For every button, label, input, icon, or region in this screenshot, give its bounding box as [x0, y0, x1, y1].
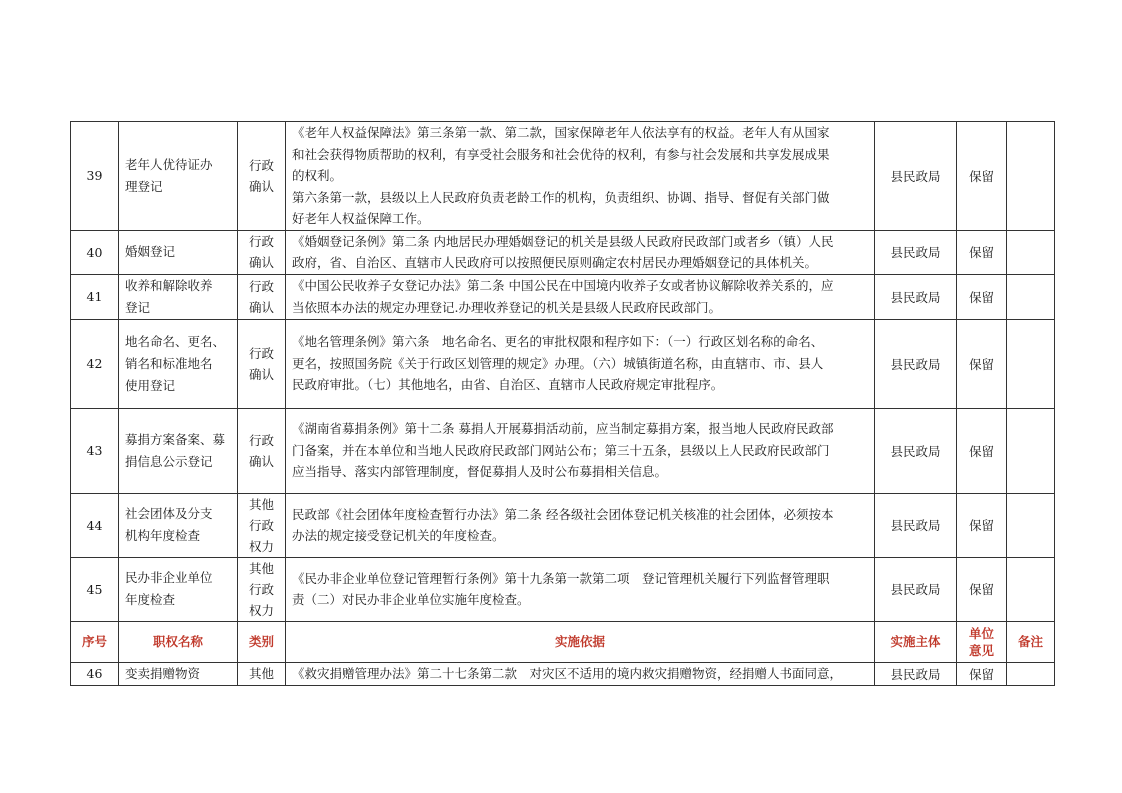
table-row — [71, 230, 1055, 274]
authority-category — [238, 493, 286, 557]
authority-name — [119, 230, 238, 274]
table-row — [71, 493, 1055, 557]
header-subject: 实施主体 — [875, 621, 957, 662]
implementing-subject: 县民政局 — [875, 493, 957, 557]
implementation-basis-line: 民政府审批。（七）其他地名，由省、自治区、直辖市人民政府规定审批程序。 — [292, 377, 724, 393]
remark — [1007, 122, 1055, 231]
remark — [1007, 230, 1055, 274]
authority-category-line: 其他 — [248, 666, 274, 681]
header-basis: 实施依据 — [286, 621, 875, 662]
authority-category-line: 行政 — [248, 432, 274, 448]
implementation-basis-line: 《民办非企业单位登记管理暂行条例》第十九条第一款第二项 登记管理机关履行下列监督管理职 — [292, 570, 830, 586]
authority-category-line: 其他 — [248, 496, 274, 512]
unit-opinion: 保留 — [957, 557, 1007, 621]
row-number: 44 — [71, 493, 119, 557]
implementing-subject: 县民政局 — [875, 408, 957, 493]
authority-name-line: 使用登记 — [125, 377, 176, 393]
authority-category — [238, 274, 286, 319]
implementation-basis-line: 第六条第一款，县级以上人民政府负责老龄工作的机构，负责组织、协调、指导、督促有关部门做 — [292, 189, 830, 205]
implementation-basis — [286, 230, 875, 274]
authority-category — [238, 122, 286, 231]
authority-category-line: 权力 — [248, 538, 274, 554]
table-body-lower — [71, 662, 1055, 685]
implementation-basis-line: 民政部《社会团体年度检查暂行办法》第二条 经各级社会团体登记机关核准的社会团体，必须按本 — [292, 506, 834, 522]
authority-name-line: 婚姻登记 — [125, 244, 176, 259]
authority-name — [119, 122, 238, 231]
authority-name-line: 募捐方案备案、募 — [125, 431, 226, 447]
row-number: 39 — [71, 122, 119, 231]
authority-category-line: 确认 — [248, 366, 274, 382]
authority-name-line: 捐信息公示登记 — [125, 453, 213, 469]
unit-opinion: 保留 — [957, 319, 1007, 408]
authority-name — [119, 493, 238, 557]
table-body-upper — [71, 122, 1055, 622]
row-number: 46 — [71, 662, 119, 685]
authority-category-line: 行政 — [248, 345, 274, 361]
table-row — [71, 122, 1055, 231]
authority-name-line: 地名命名、更名、 — [125, 333, 226, 349]
row-number: 40 — [71, 230, 119, 274]
implementation-basis — [286, 122, 875, 231]
implementation-basis — [286, 319, 875, 408]
implementation-basis-line: 《婚姻登记条例》第二条 内地居民办理婚姻登记的机关是县级人民政府民政部门或者乡（镇）人民 — [292, 233, 834, 249]
row-number: 45 — [71, 557, 119, 621]
implementation-basis-line: 的权利。 — [292, 168, 343, 183]
authority-name-line: 收养和解除收养 — [125, 277, 213, 293]
authority-name-line: 民办非企业单位 — [125, 570, 213, 585]
header-opinion — [957, 621, 1007, 662]
implementation-basis-line: 更名，按照国务院《关于行政区划管理的规定》办理。（六）城镇街道名称，由直辖市、市、县人 — [292, 355, 824, 371]
implementation-basis — [286, 408, 875, 493]
implementation-basis — [286, 557, 875, 621]
table-header — [71, 621, 1055, 662]
authority-list-page — [70, 121, 1054, 686]
remark — [1007, 319, 1055, 408]
implementation-basis-line: 《老年人权益保障法》第三条第一款、第二款，国家保障老年人依法享有的权益。老年人有从国家 — [292, 125, 830, 140]
authority-category — [238, 319, 286, 408]
implementation-basis-line: 门备案，并在本单位和当地人民政府民政部门网站公布；第三十五条，县级以上人民政府民政部门 — [292, 442, 830, 458]
table-row — [71, 408, 1055, 493]
implementation-basis-line: 和社会获得物质帮助的权利，有享受社会服务和社会优待的权利，有参与社会发展和共享发展成果 — [292, 146, 830, 162]
implementation-basis — [286, 662, 875, 685]
implementation-basis-line: 责（二）对民办非企业单位实施年度检查。 — [292, 592, 530, 607]
authority-name — [119, 274, 238, 319]
table-row — [71, 274, 1055, 319]
remark — [1007, 408, 1055, 493]
implementation-basis-line: 当依照本办法的规定办理登记.办理收养登记的机关是县级人民政府民政部门。 — [292, 299, 721, 315]
remark — [1007, 662, 1055, 685]
authority-category-line: 确认 — [248, 255, 274, 270]
authority-category-line: 其他 — [248, 560, 274, 576]
implementation-basis-line: 应当指导、落实内部管理制度，督促募捐人及时公布募捐相关信息。 — [292, 464, 668, 480]
implementation-basis-line: 办法的规定接受登记机关的年度检查。 — [292, 528, 505, 543]
unit-opinion: 保留 — [957, 662, 1007, 685]
implementing-subject: 县民政局 — [875, 557, 957, 621]
authority-name-line: 变卖捐赠物资 — [125, 665, 201, 681]
authority-name-line: 理登记 — [125, 178, 163, 194]
implementing-subject: 县民政局 — [875, 230, 957, 274]
row-number: 43 — [71, 408, 119, 493]
authority-category — [238, 662, 286, 685]
unit-opinion: 保留 — [957, 408, 1007, 493]
remark — [1007, 274, 1055, 319]
authority-category-line: 确认 — [248, 299, 274, 315]
header-remark: 备注 — [1007, 621, 1055, 662]
implementing-subject: 县民政局 — [875, 122, 957, 231]
authority-name — [119, 662, 238, 685]
table-row — [71, 662, 1055, 685]
implementation-basis-line: 《救灾捐赠管理办法》第二十七条第二款 对灾区不适用的境内救灾捐赠物资，经捐赠人书面同意， — [292, 665, 843, 681]
authority-category-line: 确认 — [248, 453, 274, 469]
authority-category — [238, 408, 286, 493]
header-opinion-line: 意见 — [968, 642, 994, 658]
authority-name-line: 登记 — [125, 299, 151, 315]
authority-category-line: 权力 — [248, 602, 274, 618]
row-number: 41 — [71, 274, 119, 319]
authority-name-line: 社会团体及分支 — [125, 506, 213, 521]
header-name: 职权名称 — [119, 621, 238, 662]
header-category: 类别 — [238, 621, 286, 662]
implementing-subject: 县民政局 — [875, 662, 957, 685]
authority-name — [119, 408, 238, 493]
implementing-subject: 县民政局 — [875, 319, 957, 408]
implementation-basis — [286, 274, 875, 319]
header-opinion-line: 单位 — [968, 625, 994, 641]
row-number: 42 — [71, 319, 119, 408]
remark — [1007, 493, 1055, 557]
authority-category-line: 行政 — [248, 278, 274, 294]
remark — [1007, 557, 1055, 621]
implementation-basis-line: 好老年人权益保障工作。 — [292, 211, 430, 226]
authority-category — [238, 230, 286, 274]
authority-category-line: 行政 — [248, 581, 274, 597]
unit-opinion: 保留 — [957, 230, 1007, 274]
implementation-basis-line: 《湖南省募捐条例》第十二条 募捐人开展募捐活动前，应当制定募捐方案，报当地人民政府民政部 — [292, 421, 834, 437]
authority-name — [119, 319, 238, 408]
authority-name-line: 机构年度检查 — [125, 528, 201, 543]
header-row — [71, 621, 1055, 662]
authority-name — [119, 557, 238, 621]
authority-name-line: 老年人优待证办 — [125, 156, 213, 172]
unit-opinion: 保留 — [957, 122, 1007, 231]
authority-category — [238, 557, 286, 621]
table-row — [71, 319, 1055, 408]
authority-name-line: 销名和标准地名 — [125, 355, 213, 371]
authority-category-line: 行政 — [248, 234, 274, 249]
authority-category-line: 行政 — [248, 517, 274, 533]
authority-category-line: 行政 — [248, 157, 274, 173]
authority-table — [70, 121, 1055, 686]
authority-name-line: 年度检查 — [125, 592, 176, 607]
unit-opinion: 保留 — [957, 493, 1007, 557]
implementation-basis-line: 《地名管理条例》第六条 地名命名、更名的审批权限和程序如下：（一）行政区划名称的命名、 — [292, 334, 824, 350]
implementation-basis-line: 政府，省、自治区、直辖市人民政府可以按照便民原则确定农村居民办理婚姻登记的具体机关。 — [292, 255, 818, 270]
authority-category-line: 确认 — [248, 178, 274, 194]
header-no: 序号 — [71, 621, 119, 662]
implementation-basis-line: 《中国公民收养子女登记办法》第二条 中国公民在中国境内收养子女或者协议解除收养关系的，应 — [292, 278, 834, 293]
unit-opinion: 保留 — [957, 274, 1007, 319]
implementing-subject: 县民政局 — [875, 274, 957, 319]
implementation-basis — [286, 493, 875, 557]
table-row — [71, 557, 1055, 621]
